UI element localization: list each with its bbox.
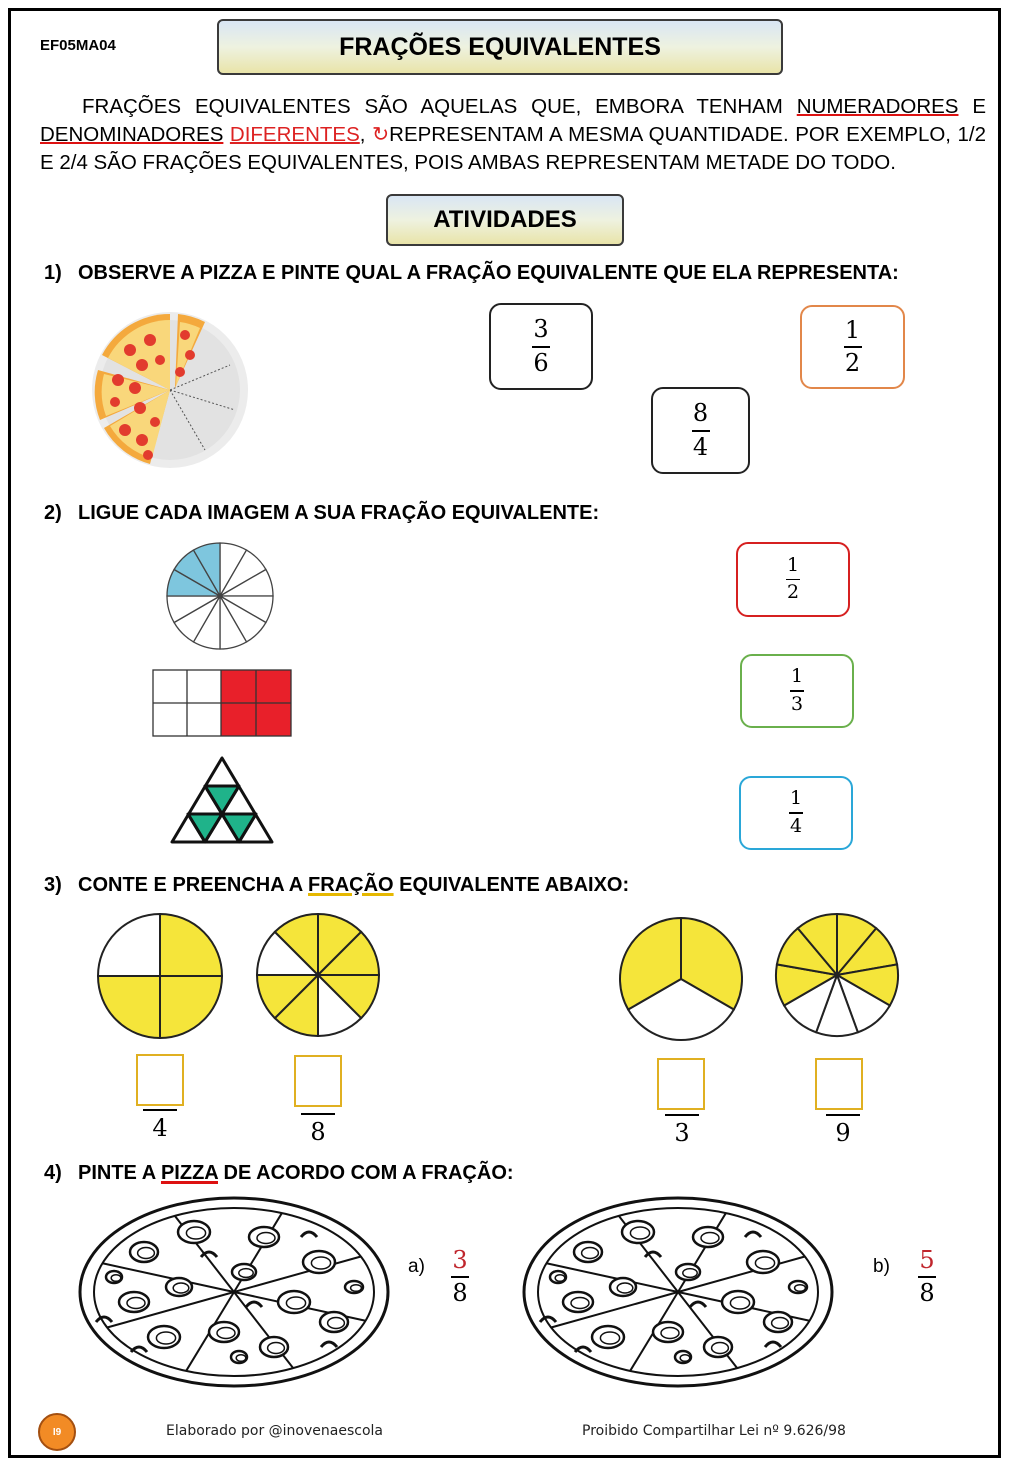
circle-4-parts-3-shaded [95, 911, 225, 1041]
footer-legal: Proibido Compartilhar Lei nº 9.626/98 [582, 1423, 846, 1439]
pizza-outline-a[interactable] [76, 1195, 392, 1390]
denominator-value: 8 [310, 1118, 326, 1146]
numerator: 3 [533, 315, 549, 344]
fraction [786, 553, 800, 604]
numerator: 3 [452, 1246, 468, 1274]
numerator: 1 [789, 787, 803, 810]
q1-option-1-2[interactable] [800, 305, 905, 389]
fraction [844, 315, 862, 377]
item-b-label: b) [873, 1256, 890, 1277]
question-4-word-pizza: PIZZA [160, 1162, 218, 1184]
q1-option-3-6[interactable] [489, 303, 593, 390]
denominator-4 [826, 1114, 860, 1147]
question-3 [44, 874, 629, 897]
item-a-label: a) [408, 1256, 425, 1277]
intro-word-numeradores: NUMERADORES [796, 95, 959, 118]
activities-title: ATIVIDADES [386, 194, 624, 246]
rectangle-8-parts-4-shaded [152, 669, 293, 737]
question-1 [44, 262, 899, 285]
circle-3-parts-2-shaded [617, 915, 745, 1043]
intro-text-5: REPRESENTAM A MESMA QUANTIDADE. POR EXEMPLO, 1/2 E 2/4 SÃO FRAÇÕES EQUIVALENTES, POIS AMBAS REPRESENTAM METADE DO TODO. [40, 123, 986, 174]
q2-option-1-2[interactable] [736, 542, 850, 617]
fraction [789, 789, 803, 836]
question-4-text-a: PINTE A [78, 1162, 161, 1184]
pie-slice [98, 914, 160, 976]
question-2-text: LIGUE CADA IMAGEM A SUA FRAÇÃO EQUIVALENTE: [78, 502, 600, 524]
question-1-text: OBSERVE A PIZZA E PINTE QUAL A FRAÇÃO EQUIVALENTE QUE ELA REPRESENTA: [78, 262, 899, 284]
question-3-text-a: CONTE E PREENCHA A [78, 874, 309, 896]
item-b-fraction [918, 1248, 936, 1306]
q2-option-1-3[interactable] [740, 654, 854, 728]
question-3-number: 3) [44, 874, 62, 896]
numerator: 1 [790, 665, 804, 688]
denominator: 8 [919, 1279, 935, 1308]
pizza-half-illustration [80, 310, 255, 470]
denominator: 2 [844, 349, 861, 377]
pie-slice [160, 976, 222, 1038]
answer-box-1[interactable] [136, 1054, 184, 1106]
denominator-value: 9 [835, 1119, 851, 1147]
denominator: 6 [533, 348, 549, 377]
intro-word-diferentes: DIFERENTES [229, 123, 360, 146]
fraction [692, 401, 710, 459]
answer-box-3[interactable] [657, 1058, 705, 1110]
denominator: 4 [692, 432, 709, 461]
denominator-3 [665, 1114, 699, 1147]
question-3-text-b: EQUIVALENTE ABAIXO: [393, 874, 630, 896]
item-a-fraction [451, 1248, 469, 1306]
numerator: 1 [844, 315, 861, 344]
question-1-number: 1) [44, 262, 62, 284]
circle-9-parts-6-shaded [773, 911, 901, 1039]
question-2 [44, 502, 599, 525]
numerator: 1 [786, 553, 800, 576]
question-2-number: 2) [44, 502, 62, 524]
q2-option-1-4[interactable] [739, 776, 853, 850]
denominator: 2 [786, 581, 800, 604]
skill-code: EF05MA04 [40, 37, 116, 54]
q1-option-8-4[interactable] [651, 387, 750, 474]
pie-slice [160, 914, 222, 976]
denominator: 8 [452, 1279, 468, 1308]
answer-box-4[interactable] [815, 1058, 863, 1110]
question-3-word-fracao: FRAÇÃO [308, 874, 394, 896]
denominator-value: 3 [674, 1119, 690, 1147]
numerator: 5 [919, 1246, 935, 1274]
brand-logo: I9 [38, 1413, 76, 1451]
triangle-9-parts-3-shaded [168, 754, 276, 846]
question-4 [44, 1162, 514, 1185]
pie-slice [98, 976, 160, 1038]
circle-12-parts-4-shaded [164, 540, 276, 652]
denominator-1 [143, 1109, 177, 1142]
denominator: 4 [789, 814, 803, 837]
question-4-text-b: DE ACORDO COM A FRAÇÃO: [218, 1162, 514, 1184]
answer-box-2[interactable] [294, 1055, 342, 1107]
fraction [790, 667, 804, 714]
arrow-icon: ↻ [371, 123, 390, 146]
intro-text-2: E [958, 95, 987, 118]
circle-8-parts-6-shaded [254, 911, 382, 1039]
intro-text-4: , [359, 123, 372, 146]
intro-text-1: FRAÇÕES EQUIVALENTES SÃO AQUELAS QUE, EMBORA TENHAM [82, 95, 797, 118]
fraction [532, 317, 550, 375]
footer-credit: Elaborado por @inovenaescola [166, 1423, 383, 1439]
numerator: 8 [692, 399, 709, 428]
question-4-number: 4) [44, 1162, 62, 1184]
intro-word-denominadores: DENOMINADORES [40, 123, 224, 146]
pizza-outline-b[interactable] [520, 1195, 836, 1390]
denominator: 3 [790, 692, 804, 715]
intro-paragraph [40, 93, 986, 177]
denominator-2 [301, 1113, 335, 1146]
denominator-value: 4 [152, 1114, 168, 1142]
page-title: FRAÇÕES EQUIVALENTES [217, 19, 783, 75]
